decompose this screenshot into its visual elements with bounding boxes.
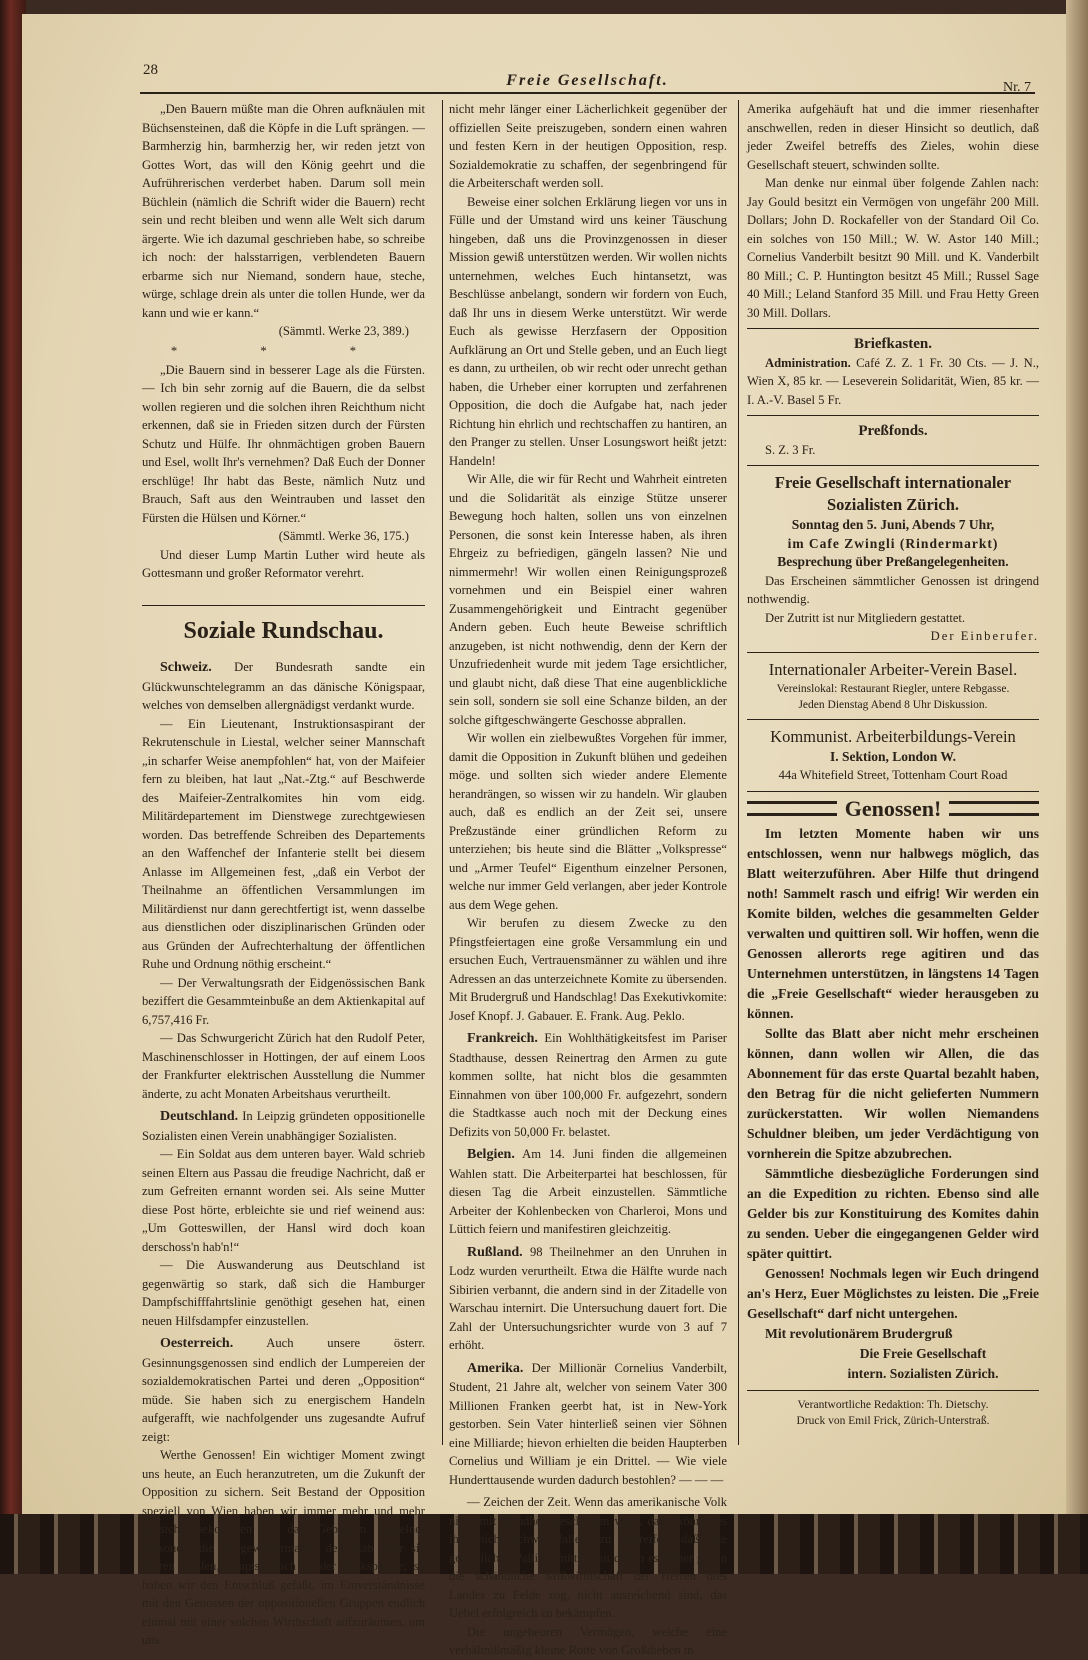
news-lead: Rußland.	[467, 1244, 523, 1260]
decorative-rule	[747, 801, 837, 816]
page-header	[140, 60, 1035, 94]
column-2	[442, 100, 728, 1657]
divider	[747, 791, 1039, 792]
briefkasten-text: Administration. Café Z. Z. 1 Fr. 30 Cts. — J. N., Wien X, 85 kr. — Leseverein Solidarität, Wien, 85 kr. — I. A.-V. Basel 5 Fr.	[747, 355, 1039, 407]
ad-date: Sonntag den 5. Juni, Abends 7 Uhr,	[791, 517, 995, 532]
news-paragraph: — Das Schwurgericht Zürich hat den Rudolf Peter, Maschinenschlosser in Hottingen, der auf einem Loos der Frankfurter elektrischen Ausstellung die Nummer änderte, zu acht Monaten Arbeitshaus verurtheilt.	[142, 1031, 425, 1101]
news-paragraph: Werthe Genossen! Ein wichtiger Moment zwingt uns heute, an Euch heranzutreten, um die Zukunft der Opposition zu sichern. Seit Bestand der Opposition speziell von Wien haben wir immer mehr und mehr Einsicht bekommen in das Gebahren einzelner Personen, die so gewissermaßen den Stab über sie führen wollen, hauptsächlich in der Volkspresse; so haben wir den Entschluß gefaßt, im Einverständnisse mit den Genossen der oppositionellen Gruppen endlich einmal mit einer solchen Wirthschaft aufzuräumen, um uns	[142, 1448, 425, 1647]
ad-text: Das Erscheinen sämmtlicher Genossen ist dringend nothwendig.	[747, 573, 1039, 606]
news-lead: Deutschland.	[160, 1109, 239, 1124]
divider	[747, 719, 1039, 720]
news-paragraph: — Zeichen der Zeit. Wenn das amerikanische Volk nicht mit Blindheit geschlagen wäre, dann könnte es ihm nicht schwer fallen, zu begreifen, daß alle gesetzlichen Palliativmittel, mit denen es bisher gegen die schändliche Mißwirthschaft der Herren dies Landes zu Felde zog, nicht ausreichend sind, das Uebel erfolgreich zu bekämpfen.	[449, 1495, 727, 1620]
closing-paragraph: Und dieser Lump Martin Luther wird heute als Gottesmann und großer Reformator verehrt.	[142, 547, 425, 580]
section-heading: Soziale Rundschau.	[142, 605, 425, 641]
ad-text: Der Zutritt ist nur Mitgliedern gestattet.	[765, 610, 966, 625]
news-deutschland: Deutschland. In Leipzig gründeten oppositionelle Sozialisten einen Verein unabhängiger Sozialisten.	[142, 1109, 425, 1143]
news-paragraph: — Ein Soldat aus dem unteren bayer. Wald schrieb seinen Eltern aus Passau die freudige Nachricht, daß er zum Gefreiten ernannt worden sei. Als seine Mutter diese Post hörte, erbleichte sie und rief weinend aus: „Um Gotteswillen, der Hansl wird doch koan derschoss'n hab'n!“	[142, 1147, 425, 1254]
luther-quote-2: „Die Bauern sind in besserer Lage als die Fürsten. — Ich bin sehr zornig auf die Bauern, die da selbst wollen regieren und die solchen ihren Reichthum nicht erkennen, daß sie in Frieden sitzen durch der Fürsten Schutz und Hülfe. Ihr ohnmächtigen groben Bauern und Esel, wollt Ihr's vernehmen? Daß Euch der Donner erschlüge! Ihr habt das Beste, nämlich Nutz und Brauch, Saft aus den Weintrauben und lasset den Fürsten die Hülsen und Körner.“	[142, 362, 425, 525]
news-lead: Frankreich.	[467, 1031, 538, 1046]
news-amerika: Amerika. Der Millionär Cornelius Vanderbilt, Student, 21 Jahre alt, welcher von seinem Vater 300 Millionen Franken geerbt hat, ist in New-York gestorben. Sein Vater hinterließ seinen vier Söhnen eine Milliarde; hievon erhielten die beiden Haupterben Cornelius und William je ein Drittel. — Wie viele Hunderttausende wurden dadurch bestohlen? — — —	[449, 1360, 727, 1487]
imprint: Druck von Emil Frick, Zürich-Unterstraß.	[796, 1415, 990, 1427]
news-paragraph: — Die Auswanderung aus Deutschland ist gegenwärtig so stark, daß sich die Hamburger Dampfschifffahrtslinie genöthigt gesehen hat, einen neuen Hilfsdampfer einzustellen.	[142, 1258, 425, 1328]
ad-topic: Besprechung über Preßangelegenheiten.	[777, 554, 1009, 569]
page-edge	[1066, 0, 1088, 1574]
ad-text: Jeden Dienstag Abend 8 Uhr Diskussion.	[798, 698, 988, 711]
news-lead: Amerika.	[467, 1360, 524, 1376]
appeal-paragraph: Im letzten Momente haben wir uns entschlossen, wenn nur halbwegs möglich, das Blatt weiterzuführen. Aber Hilfe thut dringend noth! Sammelt rasch und eifrig! Wir werden ein Komite bilden, welches die gesammelten Gelder verwalten und quittiren soll. Wir hoffen, wenn die Genossen allerorts rege agitiren und das Unternehmen unterstützen, in längstens 14 Tagen die „Freie Gesellschaft“ wieder herausgeben zu können.	[747, 826, 1039, 1021]
ad-title: Kommunist. Arbeiterbildungs-Verein	[770, 726, 1016, 746]
ad-signature: Der Einberufer.	[930, 629, 1039, 643]
divider	[747, 652, 1039, 653]
news-oesterreich: Oesterreich. Auch unsere österr. Gesinnungsgenossen sind endlich der Lumpereien der sozialdemokratischen Partei und deren „Opposition“ müde. Sie haben sich zu energischem Handeln aufgerafft, wie nachfolgender uns zugesandte Aufruf zeigt:	[142, 1336, 425, 1444]
appeal-paragraph: Genossen! Nochmals legen wir Euch dringend an's Herz, Euer Möglichstes zu leisten. Die „Freie Gesellschaft“ darf nicht untergehen.	[747, 1266, 1039, 1321]
ad-title: Internationaler Arbeiter-Verein Basel.	[768, 659, 1018, 679]
news-paragraph: Man denke nur einmal über folgende Zahlen nach: Jay Gould besitzt ein Vermögen von ungefähr 200 Mill. Dollars; John D. Rockafeller von der Standard Oil Co. ein solches von 150 Mill.; W. W. Astor 140 Mill.; Cornelius Vanderbilt besitzt 90 Mill. und K. Vanderbilt 80 Mill.; C. P. Huntington besitzt 45 Mill.; Russel Sage 40 Mill.; Leland Stanford 35 Mill. und Frau Hetty Green 30 Mill. Dollars.	[747, 176, 1039, 320]
news-paragraph: nicht mehr länger einer Lächerlichkeit gegenüber der offiziellen Seite preiszugeben, sondern einen wahren und festen Kern in der heutigen Opposition, resp. Sozialdemokratie zu schaffen, der segenbringend für die Arbeiterschaft werden soll.	[449, 102, 727, 190]
appeal-heading: Genossen!	[747, 800, 1039, 819]
separator-stars: * * *	[170, 343, 397, 358]
appeal-paragraph: Sollte das Blatt aber nicht mehr erscheinen können, dann wollen wir Allen, die das Abonnement für das erste Quartal bezahlt haben, den Betrag für die nicht gelieferten Nummern zurückerstatten. Wir wollen Niemandens Schuldner bleiben, um jeder Verdächtigung von vornherein die Spitze abzubrechen.	[747, 1026, 1039, 1161]
news-lead: Schweiz.	[160, 660, 212, 675]
news-belgien: Belgien. Am 14. Juni finden die allgemeinen Wahlen statt. Die Arbeiterpartei hat beschlossen, für diesen Tag die Arbeit einzustellen. Sämmtliche Arbeiter der Kohlenbecken von Charleroi, Mons und Lüttich feiern und manifestiren gleichzeitig.	[449, 1147, 727, 1236]
news-paragraph: Wir berufen zu diesem Zwecke zu den Pfingstfeiertagen eine große Versammlung ein und ersuchen Euch, Vertrauensmänner zu wählen und ihre Adressen an das unterzeichnete Komite zu übersenden. Mit Brudergruß und Handschlag! Das Exekutivkomite: Josef Knopf. J. Gabauer. E. Frank. Aug. Peklo.	[449, 916, 728, 1023]
news-lead: Belgien.	[467, 1147, 515, 1162]
newspaper-title: Freie Gesellschaft.	[506, 72, 669, 89]
news-russland: Rußland. 98 Theilnehmer an den Unruhen in Lodz wurden verurtheilt. Etwa die Hälfte wurde nach Sibirien verbannt, die andern sind in der Zitadelle von Warschau internirt. Die Untersuchung dauert fort. Die Zahl der Untersuchungsrichter wurde von 3 auf 7 erhöht.	[449, 1244, 727, 1352]
pressfonds-heading: Preßfonds.	[858, 423, 928, 439]
appeal-signature: intern. Sozialisten Zürich.	[847, 1366, 999, 1381]
divider	[747, 465, 1039, 466]
citation: (Sämmtl. Werke 36, 175.)	[278, 529, 409, 543]
column-3	[738, 100, 1039, 1445]
divider	[747, 328, 1039, 329]
column-1	[142, 100, 425, 1650]
news-paragraph: Beweise einer solchen Erklärung liegen vor uns in Fülle und der Umstand wird uns keiner Täuschung hingeben, daß uns die Provinzgenossen in dieser Mission gewiß unterstützen werden. Wir wollen nichts unternehmen, welches Euch hintansetzt, was Beschlüsse anbelangt, sondern wir fordern von Euch, daß Ihr uns in diesem Werke unterstützt. Wir werde Euch als gewisse Herzfasern der Opposition Aufklärung an Ort und Stelle geben, und an Euch liegt es dann, zu urtheilen, ob wir recht oder unrecht gethan haben, die Urheber einer korrupten und zerfahrenen Opposition, die doch die Aufgabe hat, nach jeder Richtung hin ehrlich und rechtschaffen zu hantiren, an den Pranger zu stellen. Unser Losungswort heißt jetzt: Handeln!	[449, 194, 727, 468]
ad-address: 44a Whitefield Street, Tottenham Court Road	[778, 768, 1008, 782]
ad-subtitle: I. Sektion, London W.	[829, 748, 957, 764]
decorative-rule	[949, 801, 1039, 816]
news-paragraph: Wir Alle, die wir für Recht und Wahrheit eintreten und die Solidarität als einzige Stütze unserer Bewegung hoch halten, sollen uns von einzelnen Personen, die sonst kein Interesse haben, als ihren Ehrgeiz zu befriedigen, gängeln lassen? Nie und nimmermehr! Wir wollen einen Reinigungsprozeß vornehmen und ein Beispiel einer wahren Zusammengehörigkeit und Eintracht gegenüber Andern geben. Euch heute Beweise schriftlich anzugeben, ist nicht nothwendig, denn der Kern der Unzufriedenheit wurde mit jedem Tage ersichtlicher, und glaubt nicht, daß diese That eine augenblickliche sein soll, sondern sie soll eine Schanze bilden, an der solche giftgeschwängerte Geschosse abprallen.	[449, 472, 727, 727]
news-paragraph: Wir wollen ein zielbewußtes Vorgehen für immer, damit die Opposition in Zukunft blühen und gedeihen möge. und sollten sich wieder andere Elemente herandrängen, so wissen wir zu handeln. Wir glauben auch, daß es endlich an der Zeit sei, unsere Preßzustände einer gründlichen Reform zu unterziehen; bis heute sind die Blätter „Volkspresse“ und „Armer Teufel“ Eigenthum einzelner Personen, welche nur immer Geld verlangen, aber jeder Kontrole aus dem Wege gehen.	[449, 731, 727, 912]
news-paragraph: Amerika aufgehäuft hat und die immer riesenhafter anschwellen, reden in dieser Hinsicht so deutlich, daß jeder Zweifel betreffs des Zieles, wohin diese Gesellschaft steuert, schwinden sollte.	[747, 102, 1039, 172]
divider	[747, 415, 1039, 416]
news-schweiz: Schweiz. Der Bundesrath sandte ein Glückwunschtelegramm an das dänische Königspaar, welches von demselben allergnädigst verdankt wurde.	[142, 660, 425, 712]
issue-number: Nr. 7	[1003, 80, 1031, 95]
ad-text: Vereinslokal: Restaurant Riegler, untere Rebgasse.	[776, 682, 1010, 695]
citation: (Sämmtl. Werke 23, 389.)	[278, 324, 409, 338]
news-frankreich: Frankreich. Ein Wohlthätigkeitsfest im Pariser Stadthause, dessen Reinertrag den Armen zu gute kommen sollte, hat nicht blos die gesammten Einnahmen von über 100,000 Fr. aufgezehrt, sondern die Stadtkasse auch noch mit der Deckung eines Defizits von 50,000 Fr. belastet.	[449, 1031, 727, 1139]
appeal-paragraph: Sämmtliche diesbezügliche Forderungen sind an die Expedition zu richten. Ebenso sind alle Gelder bis zur Konstituirung des Komites dahin zu senden. Ueber die eingegangenen Gelder wird später quittirt.	[747, 1166, 1039, 1261]
news-paragraph: — Der Verwaltungsrath der Eidgenössischen Bank beziffert die Gesammteinbuße an dem Aktienkapital auf 6,757,416 Fr.	[142, 975, 425, 1027]
appeal-greeting: Mit revolutionärem Brudergruß	[765, 1326, 953, 1341]
news-lead: Oesterreich.	[160, 1336, 234, 1351]
news-paragraph: Die ungeheuren Vermögen, welche eine verhältnißmäßig kleine Rotte von Großdieben in	[449, 1624, 727, 1657]
ad-title: Freie Gesellschaft internationaler Sozialisten Zürich.	[774, 473, 1012, 514]
pressfonds-text: S. Z. 3 Fr.	[765, 442, 816, 457]
appeal-signature: Die Freie Gesellschaft	[859, 1346, 987, 1361]
news-paragraph: — Ein Lieutenant, Instruktionsaspirant der Rekrutenschule in Liestal, welcher seiner Mannschaft „in scharfer Weise anempfohlen“ hat, von der Maifeier fern zu bleiben, hat laut „Nat.-Ztg.“ auf Beschwerde des Maifeier-Zentralkomites hin vom eidg. Militärdepartement im Dienstwege zurechtgewiesen worden. Das betreffende Schreiben des Departements an den Waffenchef der Infanterie stellt bei diesem Anlasse im Allgemeinen fest, „daß ein Verbot der Theilnahme an öffentlichen Versammlungen im Militärdienst nur dann gerechtfertigt ist, wenn dasselbe aus dienstlichen oder disziplinarischen Gründen oder aus Gründen der Aufrechterhaltung der öffentlichen Ruhe und Ordnung nöthig erscheint.“	[142, 716, 425, 971]
page-number: 28	[143, 62, 158, 78]
divider	[747, 1390, 1039, 1391]
imprint: Verantwortliche Redaktion: Th. Dietschy.	[797, 1399, 989, 1411]
briefkasten-heading: Briefkasten.	[854, 336, 932, 352]
luther-quote-1: „Den Bauern müßte man die Ohren aufknäulen mit Büchsensteinen, daß die Köpfe in die Luft sprängen. — Barmherzig hin, barmherzig her, wir reden jetzt von Gottes Wort, das will den König geehrt und die Aufrührerischen verderbet haben. Darum soll mein Büchlein (nämlich die Schrift wider die Bauern) recht sein und recht bleiben und wenn alle Welt sich darum ärgerte. Wie ich dazumal geschrieben habe, so schreibe ich noch: der halsstarrigen, verblendeten Bauern erbarme sich nur Niemand, sondern haue, steche, würge, schlage drein als unter die tollen Hunde, wer da kann und wie er kann.“	[142, 102, 425, 320]
ad-place: im Cafe Zwingli (Rindermarkt)	[787, 535, 999, 551]
